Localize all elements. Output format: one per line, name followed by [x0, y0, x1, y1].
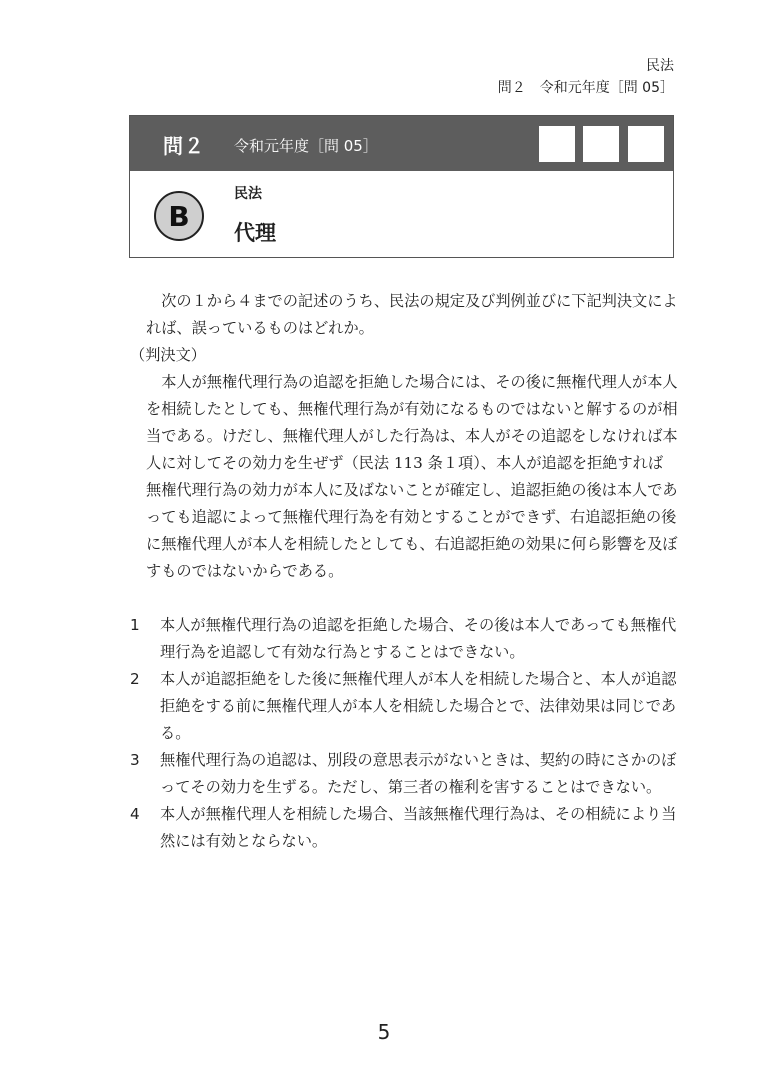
header-question: 問２ 令和元年度［問 05］ [497, 80, 674, 96]
choice-item [130, 747, 678, 801]
choice-number: 2 [130, 670, 140, 688]
ruling-text: 本人が無権代理行為の追認を拒絶した場合には、その後に無権代理人が本人を相続したとしても、無権代理行為が有効になるものではないと解するのが相当である。けだし、無権代理人がした行為は、本人がその追認をしなければ本人に対してその効力を生ぜず（民法 113 条１項）、本人が追認を拒絶すれば無権代理行為の効力が本人に及ばないことが確定し、追認拒絶の後は本人であっても追認によって無権代理行為を有効とすることができず、右追認拒絶の後に無権代理人が本人を相続したとしても、右追認拒絶の効果に何ら影響を及ぼすものではないからである。 [146, 373, 678, 580]
choice-item [130, 801, 678, 855]
choice-list [130, 612, 678, 855]
question-topic: 代理 [234, 221, 276, 245]
question-number: 問２ [163, 134, 205, 158]
choice-text: 無権代理行為の追認は、別段の意思表示がないときは、契約の時にさかのぼってその効力を生ずる。ただし、第三者の権利を害することはできない。 [160, 751, 677, 796]
ruling-label: （判決文） [130, 346, 206, 364]
choice-text: 本人が無権代理人を相続した場合、当該無権代理行為は、その相続により当然には有効とならない。 [160, 805, 677, 850]
choice-text: 本人が追認拒絶をした後に無権代理人が本人を相続した場合と、本人が追認拒絶をする前に無権代理人が本人を相続した場合とで、法律効果は同じである。 [160, 670, 677, 742]
question-subject: 民法 [234, 186, 262, 202]
question-body [130, 288, 678, 855]
question-text: 次の１から４までの記述のうち、民法の規定及び判例並びに下記判決文によれば、誤っているものはどれか。 [146, 292, 678, 337]
check-box-3[interactable] [628, 126, 664, 162]
choice-number: 4 [130, 805, 140, 823]
choice-item [130, 666, 678, 747]
choice-number: 3 [130, 751, 140, 769]
question-box [129, 115, 674, 258]
grade-badge: B [154, 191, 204, 241]
page-number: 5 [377, 1020, 391, 1044]
check-box-2[interactable] [583, 126, 619, 162]
choice-number: 1 [130, 616, 140, 634]
question-bar [130, 116, 673, 171]
check-box-1[interactable] [539, 126, 575, 162]
choice-item [130, 612, 678, 666]
question-year: 令和元年度［問 05］ [234, 137, 378, 155]
header-subject: 民法 [646, 58, 674, 74]
choice-text: 本人が無権代理行為の追認を拒絶した場合、その後は本人であっても無権代理行為を追認して有効な行為とすることはできない。 [160, 616, 677, 661]
